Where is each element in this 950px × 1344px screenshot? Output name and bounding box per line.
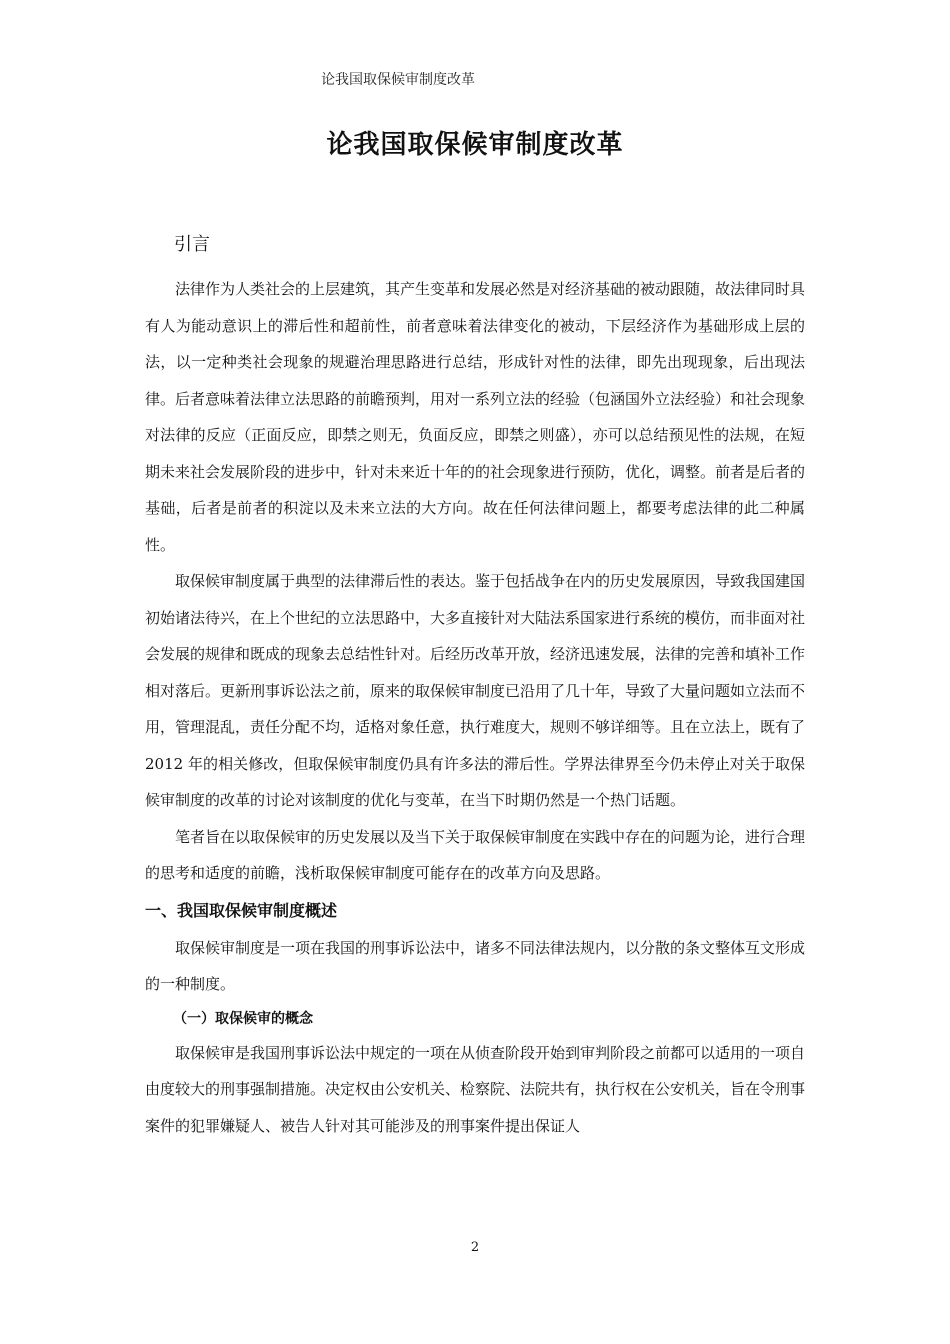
- paragraph-intro-1: 法律作为人类社会的上层建筑，其产生变革和发展必然是对经济基础的被动跟随，故法律同时具有人为能动意识上的滞后性和超前性，前者意味着法律变化的被动，下层经济作为基础形成上层的法，以一定种类社会现象的规避治理思路进行总结，形成针对性的法律，即先出现现象，后出现法律。后者意味着法律立法思路的前瞻预判，用对一系列立法的经验（包涵国外立法经验）和社会现象对法律的反应（正面反应，即禁之则无，负面反应，即禁之则盛），亦可以总结预见性的法规，在短期未来社会发展阶段的进步中，针对未来近十年的的社会现象进行预防，优化，调整。前者是后者的基础，后者是前者的积淀以及未来立法的大方向。故在任何法律问题上，都要考虑法律的此二种属性。: [145, 280, 806, 554]
- running-header: 论我国取保候审制度改革: [321, 72, 475, 88]
- paragraph-intro-3: 笔者旨在以取保候审的历史发展以及当下关于取保候审制度在实践中存在的问题为论，进行合理的思考和适度的前瞻，浅析取保候审制度可能存在的改革方向及思路。: [145, 827, 806, 882]
- page-number: 2: [470, 1240, 480, 1255]
- document-title: 论我国取保候审制度改革: [326, 130, 624, 160]
- subsection-heading-1: （一）取保候审的概念: [173, 1010, 313, 1027]
- paragraph-subsection-1: 取保候审是我国刑事诉讼法中规定的一项在从侦查阶段开始到审判阶段之前都可以适用的一项自由度较大的刑事强制措施。决定权由公安机关、检察院、法院共有，执行权在公安机关，旨在令刑事案件的犯罪嫌疑人、被告人针对其可能涉及的刑事案件提出保证人: [145, 1043, 806, 1135]
- document-body: [145, 231, 805, 1144]
- section-heading-1: 一、我国取保候审制度概述: [145, 900, 338, 920]
- intro-heading: 引言: [174, 234, 210, 255]
- paragraph-section-1: 取保候审制度是一项在我国的刑事诉讼法中，诸多不同法律法规内，以分散的条文整体互文形成的一种制度。: [145, 938, 806, 993]
- paragraph-intro-2: 取保候审制度属于典型的法律滞后性的表达。鉴于包括战争在内的历史发展原因，导致我国建国初始诸法待兴，在上个世纪的立法思路中，大多直接针对大陆法系国家进行系统的模仿，而非面对社会发展的规律和既成的现象去总结性针对。后经历改革开放，经济迅速发展，法律的完善和填补工作相对落后。更新刑事诉讼法之前，原来的取保候审制度已沿用了几十年，导致了大量问题如立法而不用，管理混乱，责任分配不均，适格对象任意，执行难度大，规则不够详细等。且在立法上，既有了 2012 年的相关修改，但取保候审制度仍具有许多法的滞后性。学界法律界至今仍未停止对关于取保候审制度的改革的讨论对该制度的优化与变革，在当下时期仍然是一个热门话题。: [145, 572, 806, 809]
